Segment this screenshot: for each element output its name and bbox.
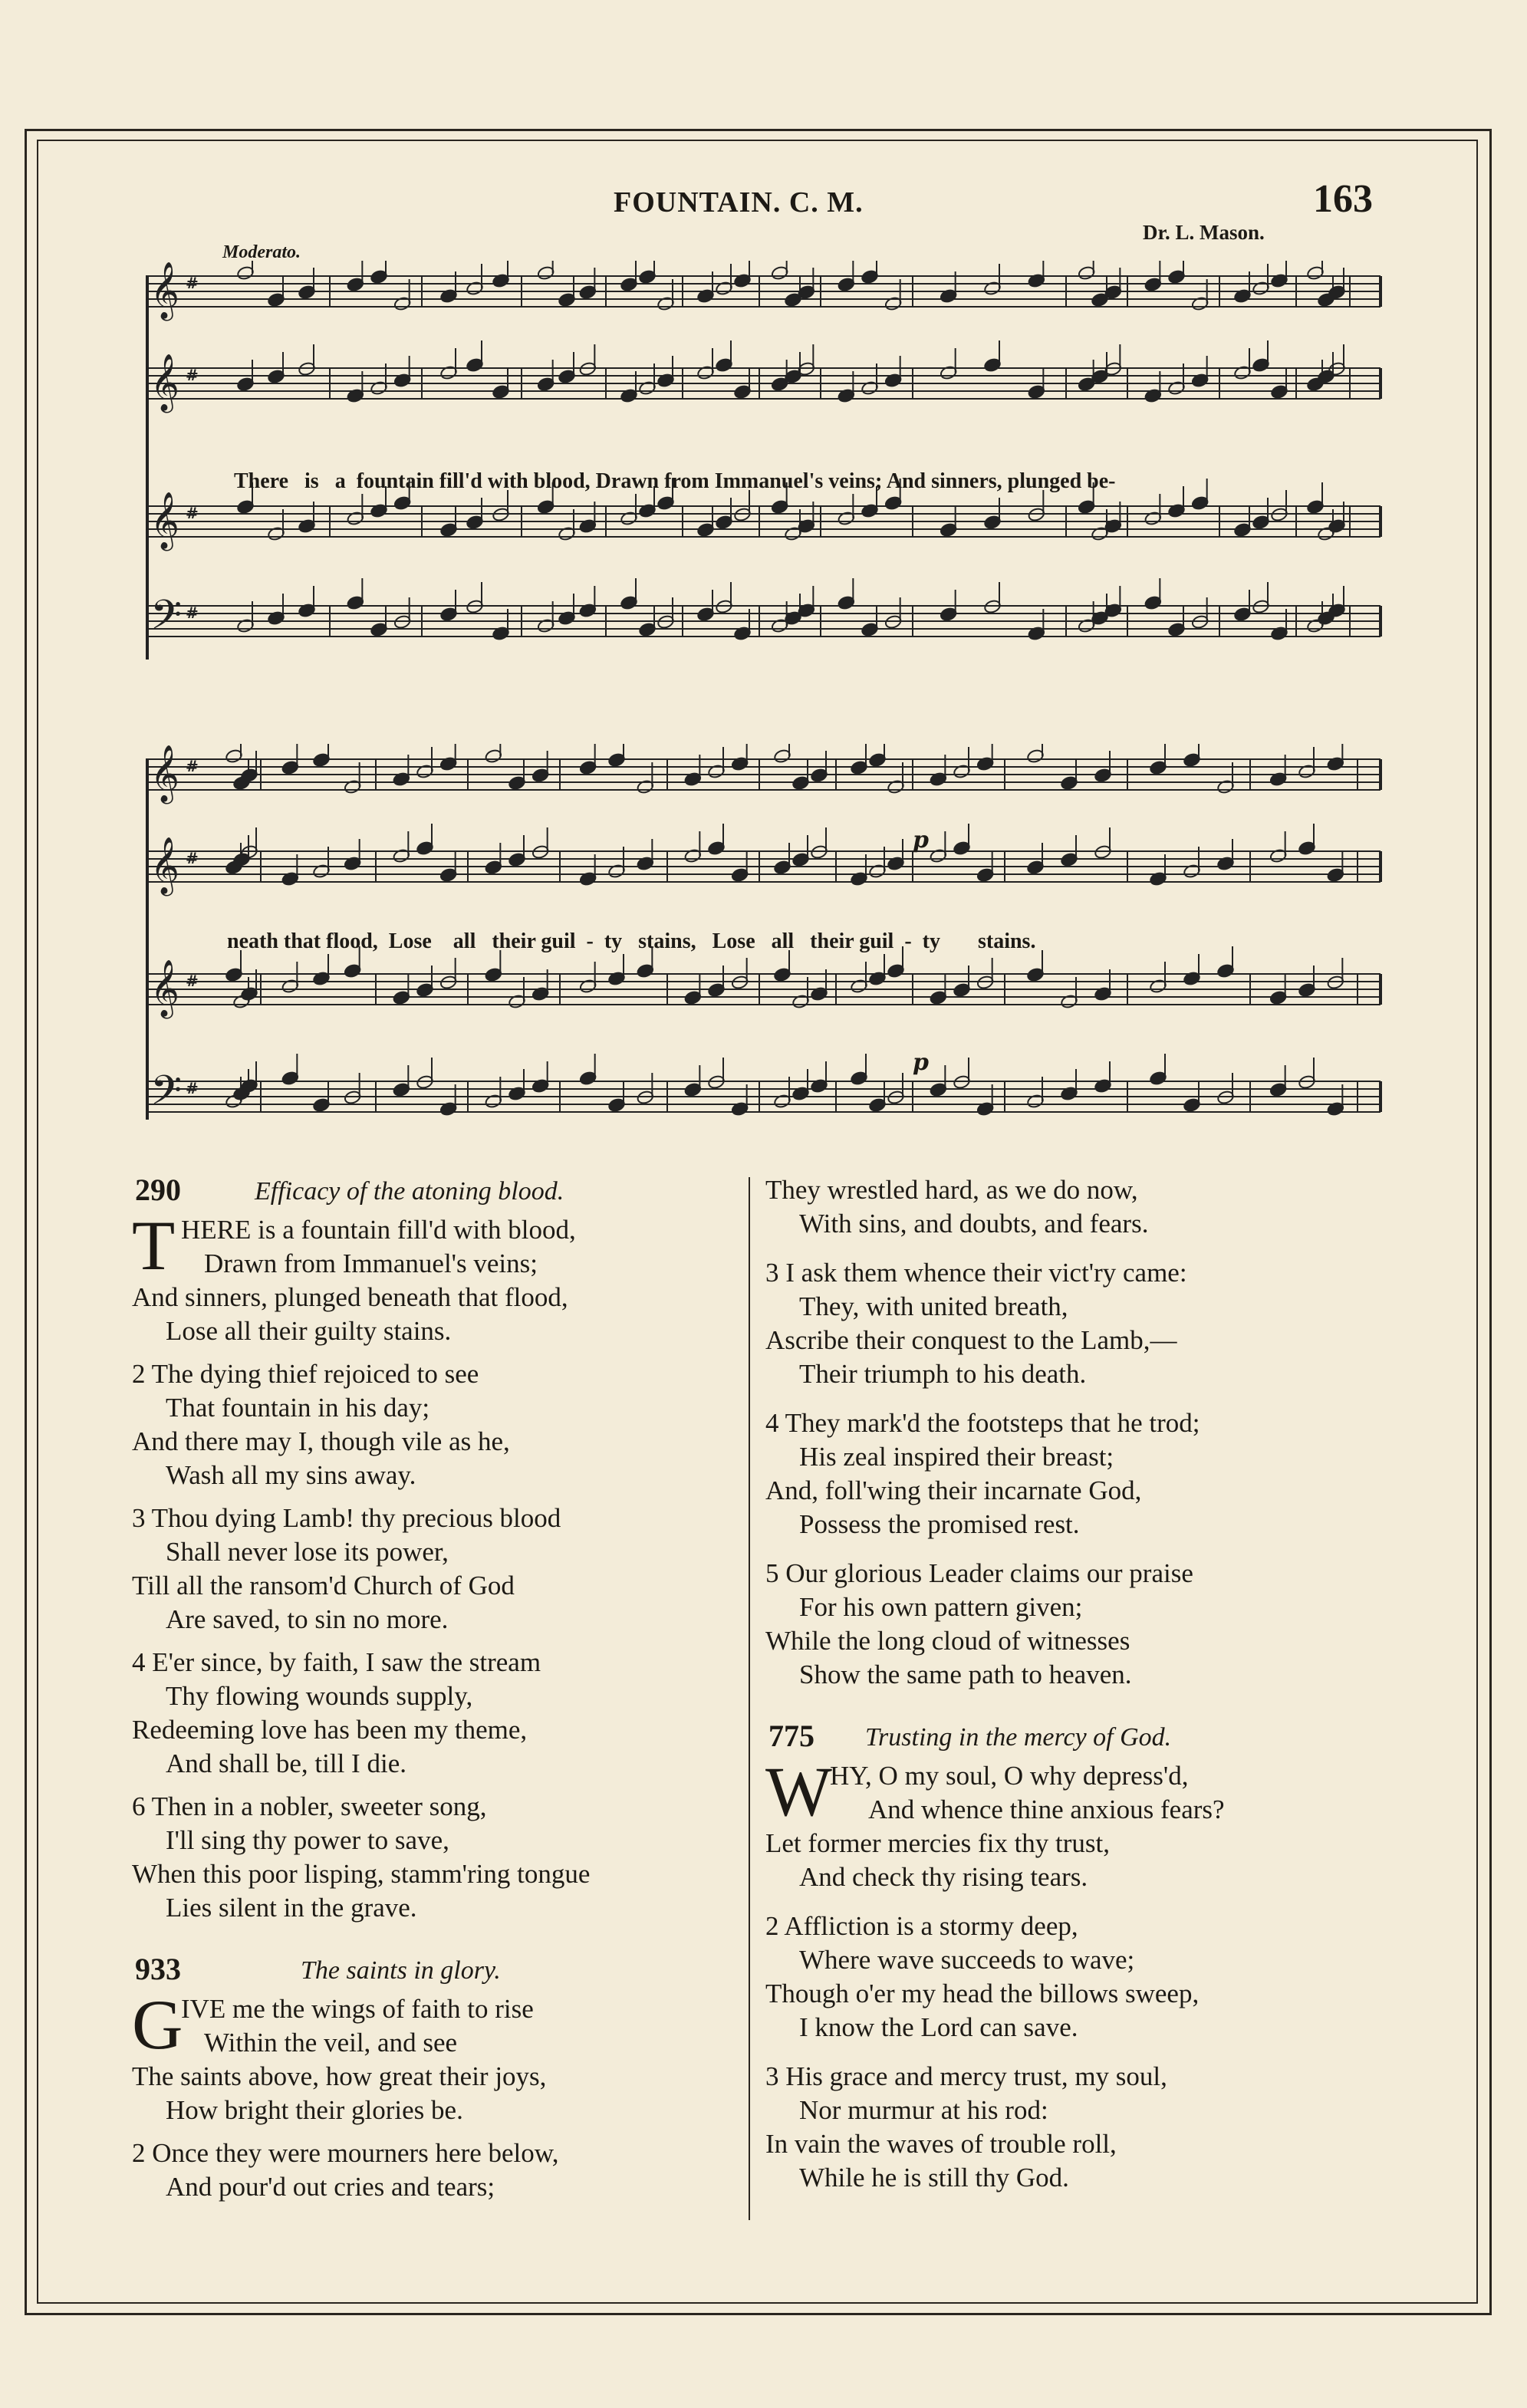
hymn-933: [132, 1952, 738, 2204]
hymn-number: 933: [135, 1952, 181, 1986]
key-signature: #: [186, 366, 199, 384]
verse-line: Their triumph to his death.: [799, 1359, 1087, 1389]
verse-line: 4 E'er since, by faith, I saw the stream: [132, 1647, 541, 1677]
hymn-number: 290: [135, 1173, 181, 1207]
key-signature: #: [186, 604, 199, 622]
key-signature: #: [186, 504, 199, 522]
hymn-heading: [132, 1173, 738, 1213]
verse-line: IVE me the wings of faith to rise: [181, 1994, 534, 2024]
verse-line: And whence thine anxious fears?: [868, 1794, 1225, 1824]
verse-line: Lies silent in the grave.: [166, 1893, 417, 1923]
verse-line: Let former mercies fix thy trust,: [765, 1828, 1111, 1858]
page-number: 163: [1313, 177, 1373, 221]
clef-symbol: 𝄞: [150, 837, 179, 894]
verse-line: 4 They mark'd the footsteps that he trod;: [765, 1408, 1200, 1438]
verse-line: While he is still thy God.: [799, 2163, 1069, 2193]
verse-line: Nor murmur at his rod:: [799, 2095, 1048, 2125]
verse-1: [132, 1985, 738, 2127]
hymn-290: [132, 1173, 738, 1925]
verse-line: Drawn from Immanuel's veins;: [204, 1248, 538, 1278]
verse-4: [132, 1646, 738, 1781]
verse-6: [132, 1790, 738, 1925]
verse-line: Redeeming love has been my theme,: [132, 1715, 528, 1745]
verse-line: Ascribe their conquest to the Lamb,—: [765, 1325, 1177, 1355]
verse-line: How bright their glories be.: [166, 2095, 463, 2125]
verse-line: Possess the promised rest.: [799, 1509, 1080, 1539]
verse-3: [132, 1502, 738, 1637]
clef-symbol: 𝄢: [150, 592, 183, 649]
key-signature: #: [186, 1079, 199, 1097]
column-divider: [749, 1177, 750, 2220]
drop-cap: W: [765, 1752, 832, 1831]
verse-line: Within the veil, and see: [204, 2028, 458, 2058]
verse-line: 3 I ask them whence their vict'ry came:: [765, 1258, 1187, 1288]
verse-line: And sinners, plunged beneath that flood,: [132, 1282, 568, 1312]
verse-line: With sins, and doubts, and fears.: [799, 1209, 1149, 1239]
hymn-title: Efficacy of the atoning blood.: [255, 1177, 564, 1206]
verse-3: [765, 2060, 1379, 2195]
hymn-title: Trusting in the mercy of God.: [865, 1723, 1172, 1752]
verse-3: [765, 1256, 1379, 1391]
hymn-933-continued: [765, 1173, 1379, 1692]
clef-symbol: 𝄞: [150, 262, 179, 319]
verse-line: Wash all my sins away.: [166, 1460, 416, 1490]
key-signature: #: [186, 972, 199, 990]
hymn-number: 775: [768, 1719, 815, 1753]
verse-line: While the long cloud of witnesses: [765, 1626, 1130, 1656]
tempo-marking: Moderato.: [222, 242, 301, 262]
clef-symbol: 𝄞: [150, 354, 179, 411]
verse-line: In vain the waves of trouble roll,: [765, 2129, 1117, 2159]
dynamic-mark-piano-1: p: [913, 827, 929, 854]
verse-line: Lose all their guilty stains.: [166, 1316, 452, 1346]
verse-line: Where wave succeeds to wave;: [799, 1945, 1135, 1975]
composer-credit: Dr. L. Mason.: [1143, 221, 1265, 244]
hymn-heading: [132, 1952, 738, 1992]
verse-line: 6 Then in a nobler, sweeter song,: [132, 1791, 487, 1821]
verse-line: That fountain in his day;: [166, 1393, 430, 1423]
hymn-775: [765, 1719, 1379, 2195]
clef-symbol: 𝄢: [150, 1067, 183, 1124]
verse-line: And, foll'wing their incarnate God,: [765, 1475, 1142, 1505]
verse-line: HERE is a fountain fill'd with blood,: [181, 1215, 576, 1245]
verse-line: 3 His grace and mercy trust, my soul,: [765, 2061, 1167, 2091]
verse-line: When this poor lisping, stamm'ring tongue: [132, 1859, 591, 1889]
verse-line: And pour'd out cries and tears;: [166, 2172, 495, 2202]
verse-2-continued: [765, 1173, 1379, 1241]
verse-1: [765, 1752, 1379, 1894]
key-signature: #: [186, 849, 199, 867]
verse-1: [132, 1206, 738, 1348]
verse-line: Shall never lose its power,: [166, 1537, 449, 1567]
verse-line: 2 The dying thief rejoiced to see: [132, 1359, 479, 1389]
verse-line: 3 Thou dying Lamb! thy precious blood: [132, 1503, 561, 1533]
dynamic-mark-piano-2: p: [913, 1049, 929, 1076]
verse-line: HY, O my soul, O why depress'd,: [830, 1761, 1189, 1791]
verse-line: I'll sing thy power to save,: [166, 1825, 449, 1855]
verse-2: [765, 1910, 1379, 2044]
text-column-left: [132, 1173, 738, 2232]
verse-line: For his own pattern given;: [799, 1592, 1083, 1622]
key-signature: #: [186, 757, 199, 775]
verse-line: Though o'er my head the billows sweep,: [765, 1979, 1200, 2008]
verse-line: Show the same path to heaven.: [799, 1660, 1132, 1689]
verse-2: [132, 1357, 738, 1492]
hymn-title: The saints in glory.: [301, 1956, 501, 1985]
clef-symbol: 𝄞: [150, 960, 179, 1017]
verse-line: I know the Lord can save.: [799, 2012, 1078, 2042]
clef-symbol: 𝄞: [150, 745, 179, 802]
text-column-right: [765, 1173, 1379, 2222]
page-header: [0, 176, 1527, 244]
verse-line: 2 Once they were mourners here below,: [132, 2138, 559, 2168]
verse-line: Till all the ransom'd Church of God: [132, 1571, 515, 1600]
verse-2: [132, 2137, 738, 2204]
verse-line: His zeal inspired their breast;: [799, 1442, 1114, 1472]
verse-line: The saints above, how great their joys,: [132, 2061, 547, 2091]
drop-cap: G: [132, 1985, 183, 2064]
verse-line: 5 Our glorious Leader claims our praise: [765, 1558, 1193, 1588]
verse-line: And there may I, though vile as he,: [132, 1426, 510, 1456]
verse-line: They wrestled hard, as we do now,: [765, 1175, 1138, 1205]
verse-5: [765, 1557, 1379, 1692]
lyrics-line-1: There is a fountain fill'd with blood, Drawn from Immanuel's veins; And sinners, plunged be-: [234, 469, 1116, 493]
lyrics-line-2: neath that flood, Lose all their guil - ty stains, Lose all their guil - ty stains.: [227, 929, 1036, 953]
clef-symbol: 𝄞: [150, 492, 179, 549]
verse-line: They, with united breath,: [799, 1291, 1068, 1321]
drop-cap: T: [132, 1206, 176, 1285]
tune-title: FOUNTAIN. C. M.: [614, 186, 864, 219]
verse-line: And check thy rising tears.: [799, 1862, 1088, 1892]
hymn-heading: [765, 1719, 1379, 1759]
verse-line: Are saved, to sin no more.: [166, 1604, 449, 1634]
verse-4: [765, 1406, 1379, 1541]
verse-line: 2 Affliction is a stormy deep,: [765, 1911, 1078, 1941]
verse-line: And shall be, till I die.: [166, 1748, 406, 1778]
verse-line: Thy flowing wounds supply,: [166, 1681, 473, 1711]
key-signature: #: [186, 274, 199, 292]
